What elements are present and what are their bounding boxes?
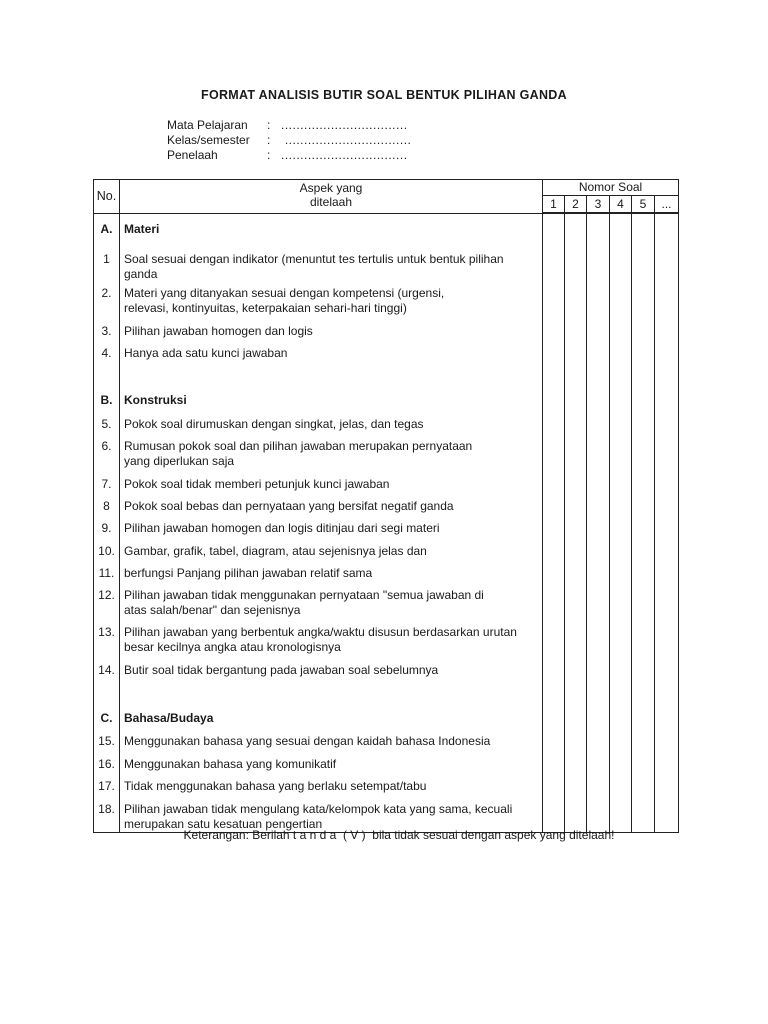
- meta-row-reviewer: [167, 148, 411, 163]
- section-name-cell: [120, 707, 543, 730]
- check-cell[interactable]: [565, 282, 587, 320]
- header-question-number: Nomor Soal: [543, 180, 679, 196]
- criteria-row: [94, 562, 679, 584]
- check-cell[interactable]: [632, 683, 655, 707]
- check-cell[interactable]: [543, 562, 565, 584]
- meta-colon: :: [267, 118, 271, 132]
- check-cell[interactable]: [587, 683, 610, 707]
- criteria-text-cell: [120, 540, 543, 562]
- check-cell[interactable]: [655, 495, 679, 517]
- criteria-row: [94, 775, 679, 798]
- criteria-row: [94, 730, 679, 753]
- criteria-number: 6.: [101, 439, 112, 453]
- criteria-row: [94, 540, 679, 562]
- check-cell[interactable]: [543, 320, 565, 342]
- criteria-text: Pilihan jawaban homogen dan logis ditinjau dari segi materi: [124, 521, 440, 535]
- criteria-text-continued: atas salah/benar" dan sejenisnya: [124, 603, 301, 617]
- check-cell[interactable]: [565, 753, 587, 775]
- analysis-table: [93, 179, 679, 833]
- criteria-number-cell: [94, 584, 120, 621]
- check-cell[interactable]: [632, 282, 655, 320]
- check-cell[interactable]: [587, 540, 610, 562]
- check-cell[interactable]: [610, 342, 632, 366]
- criteria-number: 14.: [98, 663, 115, 677]
- criteria-number: 16.: [98, 757, 115, 771]
- check-cell[interactable]: [565, 213, 587, 248]
- criteria-number-cell: [94, 775, 120, 798]
- criteria-text: Hanya ada satu kunci jawaban: [124, 346, 288, 360]
- check-cell[interactable]: [655, 775, 679, 798]
- check-cell[interactable]: [565, 473, 587, 495]
- criteria-text-cell: [120, 495, 543, 517]
- criteria-text: Menggunakan bahasa yang sesuai dengan kaidah bahasa Indonesia: [124, 734, 491, 748]
- check-cell[interactable]: [565, 320, 587, 342]
- section-letter: B.: [100, 393, 113, 407]
- check-cell[interactable]: [610, 517, 632, 540]
- criteria-number-cell: [94, 753, 120, 775]
- check-cell[interactable]: [632, 435, 655, 473]
- criteria-text-cell: [120, 413, 543, 435]
- criteria-number: 2.: [101, 286, 112, 300]
- check-cell[interactable]: [632, 366, 655, 386]
- check-cell[interactable]: [610, 730, 632, 753]
- criteria-number-cell: [94, 730, 120, 753]
- check-cell[interactable]: [543, 366, 565, 386]
- criteria-row: [94, 248, 679, 282]
- check-cell[interactable]: [655, 213, 679, 248]
- criteria-number: 4.: [101, 346, 112, 360]
- check-cell[interactable]: [632, 473, 655, 495]
- criteria-text-cell: [120, 435, 543, 473]
- criteria-number-cell: [94, 342, 120, 366]
- meta-label: Mata Pelajaran: [167, 118, 248, 132]
- check-cell[interactable]: [587, 517, 610, 540]
- check-cell[interactable]: [655, 621, 679, 659]
- check-cell[interactable]: [565, 584, 587, 621]
- check-cell[interactable]: [655, 435, 679, 473]
- check-cell[interactable]: [655, 730, 679, 753]
- meta-value-field: .................................: [281, 133, 412, 147]
- criteria-text: Pokok soal dirumuskan dengan singkat, jelas, dan tegas: [124, 417, 424, 431]
- criteria-number: 3.: [101, 324, 112, 338]
- check-cell[interactable]: [565, 342, 587, 366]
- criteria-text: Pilihan jawaban tidak menggunakan pernyataan "semua jawaban di: [124, 588, 484, 602]
- criteria-row: [94, 342, 679, 366]
- check-cell[interactable]: [565, 540, 587, 562]
- check-cell[interactable]: [587, 584, 610, 621]
- check-cell[interactable]: [610, 213, 632, 248]
- check-cell[interactable]: [610, 495, 632, 517]
- section-name: Materi: [124, 221, 160, 236]
- check-cell[interactable]: [587, 730, 610, 753]
- check-cell[interactable]: [610, 435, 632, 473]
- check-cell[interactable]: [655, 342, 679, 366]
- check-cell[interactable]: [565, 517, 587, 540]
- criteria-row: [94, 517, 679, 540]
- meta-colon: :: [267, 133, 271, 147]
- section-row: [94, 707, 679, 730]
- meta-row-subject: [167, 118, 411, 133]
- check-cell[interactable]: [610, 540, 632, 562]
- criteria-number: 13.: [98, 625, 115, 639]
- section-name-cell: [120, 213, 543, 248]
- check-cell[interactable]: [543, 342, 565, 366]
- check-cell[interactable]: [632, 584, 655, 621]
- criteria-number: 18.: [98, 802, 115, 816]
- check-cell[interactable]: [543, 753, 565, 775]
- meta-value-field: .................................: [281, 148, 408, 162]
- check-cell[interactable]: [565, 495, 587, 517]
- criteria-text: Rumusan pokok soal dan pilihan jawaban merupakan pernyataan: [124, 439, 473, 453]
- table-body: [94, 213, 679, 833]
- check-cell[interactable]: [610, 621, 632, 659]
- criteria-number: 1: [103, 252, 110, 266]
- criteria-number-cell: [94, 540, 120, 562]
- check-cell[interactable]: [587, 775, 610, 798]
- criteria-number: 12.: [98, 588, 115, 602]
- check-cell[interactable]: [632, 707, 655, 730]
- check-cell[interactable]: [543, 517, 565, 540]
- check-cell[interactable]: [632, 342, 655, 366]
- criteria-text: Tidak menggunakan bahasa yang berlaku setempat/tabu: [124, 779, 427, 793]
- check-cell[interactable]: [565, 659, 587, 683]
- check-cell[interactable]: [610, 683, 632, 707]
- check-cell[interactable]: [610, 366, 632, 386]
- criteria-number: 10.: [98, 544, 115, 558]
- meta-label: Penelaah: [167, 148, 218, 162]
- section-name: Bahasa/Budaya: [124, 711, 214, 725]
- check-cell[interactable]: [655, 707, 679, 730]
- check-cell[interactable]: [655, 473, 679, 495]
- meta-colon: :: [267, 148, 271, 162]
- check-cell[interactable]: [632, 621, 655, 659]
- check-cell[interactable]: [655, 366, 679, 386]
- check-cell[interactable]: [543, 659, 565, 683]
- check-cell[interactable]: [655, 248, 679, 282]
- header-aspect-line2: ditelaah: [309, 195, 353, 209]
- section-letter-cell: [94, 707, 120, 730]
- criteria-text: Materi yang ditanyakan sesuai dengan kompetensi (urgensi,: [124, 286, 445, 300]
- criteria-text: Butir soal tidak bergantung pada jawaban soal sebelumnya: [124, 663, 439, 677]
- criteria-row: [94, 659, 679, 683]
- criteria-number-cell: [94, 562, 120, 584]
- check-cell[interactable]: [565, 730, 587, 753]
- section-letter-cell: [94, 386, 120, 413]
- check-cell[interactable]: [655, 517, 679, 540]
- check-cell[interactable]: [655, 659, 679, 683]
- check-cell[interactable]: [655, 540, 679, 562]
- check-cell[interactable]: [543, 495, 565, 517]
- check-cell[interactable]: [632, 213, 655, 248]
- check-cell[interactable]: [632, 386, 655, 413]
- criteria-number: 17.: [98, 779, 115, 793]
- criteria-text-cell: [120, 342, 543, 366]
- check-cell[interactable]: [632, 495, 655, 517]
- criteria-text: Pokok soal tidak memberi petunjuk kunci jawaban: [124, 477, 390, 491]
- criteria-text-continued: merupakan satu kesatuan pengertian: [124, 817, 323, 831]
- header-col-3: 3: [587, 196, 610, 214]
- header-col-2: 2: [565, 196, 587, 214]
- header-col-more: ...: [655, 196, 679, 214]
- criteria-text: Pokok soal bebas dan pernyataan yang bersifat negatif ganda: [124, 499, 454, 513]
- check-cell[interactable]: [587, 342, 610, 366]
- check-cell[interactable]: [632, 413, 655, 435]
- check-cell[interactable]: [655, 753, 679, 775]
- criteria-text: Pilihan jawaban tidak mengulang kata/kelompok kata yang sama, kecuali: [124, 802, 513, 816]
- header-col-5: 5: [632, 196, 655, 214]
- check-cell[interactable]: [655, 413, 679, 435]
- check-cell[interactable]: [587, 435, 610, 473]
- check-cell[interactable]: [610, 473, 632, 495]
- check-cell[interactable]: [610, 775, 632, 798]
- check-cell[interactable]: [632, 320, 655, 342]
- criteria-text-continued: besar kecilnya angka atau kronologisnya: [124, 640, 341, 654]
- check-cell[interactable]: [632, 517, 655, 540]
- spacer-cell: [94, 366, 120, 386]
- criteria-text-cell: [120, 248, 543, 282]
- section-letter: A.: [100, 221, 113, 236]
- check-cell[interactable]: [610, 753, 632, 775]
- check-cell[interactable]: [565, 435, 587, 473]
- check-cell[interactable]: [632, 659, 655, 683]
- check-cell[interactable]: [543, 683, 565, 707]
- check-cell[interactable]: [610, 282, 632, 320]
- check-cell[interactable]: [543, 282, 565, 320]
- check-cell[interactable]: [587, 659, 610, 683]
- criteria-text-cell: [120, 730, 543, 753]
- criteria-text-cell: [120, 775, 543, 798]
- criteria-text-cell: [120, 473, 543, 495]
- criteria-row: [94, 282, 679, 320]
- check-cell[interactable]: [543, 540, 565, 562]
- meta-row-class: [167, 133, 411, 148]
- check-cell[interactable]: [587, 473, 610, 495]
- check-cell[interactable]: [565, 707, 587, 730]
- criteria-number: 15.: [98, 734, 115, 748]
- check-cell[interactable]: [632, 730, 655, 753]
- check-cell[interactable]: [543, 473, 565, 495]
- criteria-number-cell: [94, 282, 120, 320]
- criteria-text-cell: [120, 659, 543, 683]
- check-cell[interactable]: [655, 282, 679, 320]
- check-cell[interactable]: [587, 495, 610, 517]
- spacer-row: [94, 366, 679, 386]
- check-cell[interactable]: [565, 621, 587, 659]
- criteria-number-cell: [94, 435, 120, 473]
- check-cell[interactable]: [565, 413, 587, 435]
- section-letter: C.: [100, 711, 113, 725]
- criteria-text-continued: relevasi, kontinyuitas, keterpakaian sehari-hari tinggi): [124, 301, 407, 315]
- criteria-text: Soal sesuai dengan indikator (menuntut tes tertulis untuk bentuk pilihan ganda: [124, 252, 504, 281]
- criteria-row: [94, 495, 679, 517]
- instruction-note: Keterangan: Berilah t a n d a ( V ) bila tidak sesuai dengan aspek yang ditelaah!: [183, 828, 615, 842]
- section-row: [94, 213, 679, 248]
- check-cell[interactable]: [587, 753, 610, 775]
- header-aspect-line1: Aspek yang: [299, 181, 363, 195]
- check-cell[interactable]: [565, 562, 587, 584]
- check-cell[interactable]: [565, 366, 587, 386]
- check-cell[interactable]: [610, 413, 632, 435]
- criteria-row: [94, 753, 679, 775]
- check-cell[interactable]: [610, 320, 632, 342]
- check-cell[interactable]: [655, 683, 679, 707]
- criteria-number: 7.: [101, 477, 112, 491]
- check-cell[interactable]: [543, 248, 565, 282]
- check-cell[interactable]: [543, 621, 565, 659]
- criteria-number-cell: [94, 517, 120, 540]
- check-cell[interactable]: [587, 707, 610, 730]
- criteria-text-cell: [120, 562, 543, 584]
- criteria-number: 5.: [101, 417, 112, 431]
- section-row: [94, 386, 679, 413]
- spacer-row: [94, 683, 679, 707]
- check-cell[interactable]: [543, 435, 565, 473]
- criteria-number: 9.: [101, 521, 112, 535]
- criteria-row: [94, 621, 679, 659]
- criteria-text: Pilihan jawaban homogen dan logis: [124, 324, 313, 338]
- check-cell[interactable]: [610, 562, 632, 584]
- criteria-text: berfungsi Panjang pilihan jawaban relatif sama: [124, 566, 373, 580]
- check-cell[interactable]: [543, 584, 565, 621]
- section-letter-cell: [94, 213, 120, 248]
- check-cell[interactable]: [587, 386, 610, 413]
- header-aspect: [120, 180, 543, 214]
- criteria-row: [94, 473, 679, 495]
- check-cell[interactable]: [610, 386, 632, 413]
- check-cell[interactable]: [543, 413, 565, 435]
- check-cell[interactable]: [587, 320, 610, 342]
- check-cell[interactable]: [543, 386, 565, 413]
- check-cell[interactable]: [610, 707, 632, 730]
- criteria-row: [94, 584, 679, 621]
- criteria-text-cell: [120, 320, 543, 342]
- criteria-text-cell: [120, 621, 543, 659]
- form-meta: [167, 118, 411, 163]
- check-cell[interactable]: [543, 707, 565, 730]
- check-cell[interactable]: [587, 282, 610, 320]
- criteria-text-cell: [120, 753, 543, 775]
- criteria-number-cell: [94, 495, 120, 517]
- check-cell[interactable]: [632, 775, 655, 798]
- header-col-4: 4: [610, 196, 632, 214]
- criteria-text: Pilihan jawaban yang berbentuk angka/waktu disusun berdasarkan urutan: [124, 625, 517, 639]
- check-cell[interactable]: [610, 659, 632, 683]
- check-cell[interactable]: [655, 562, 679, 584]
- spacer-cell: [94, 683, 120, 707]
- check-cell[interactable]: [587, 248, 610, 282]
- criteria-text-cell: [120, 517, 543, 540]
- criteria-number: 8: [103, 499, 110, 513]
- meta-label: Kelas/semester: [167, 133, 250, 147]
- section-name: Konstruksi: [124, 393, 187, 407]
- check-cell[interactable]: [610, 248, 632, 282]
- section-name-cell: [120, 386, 543, 413]
- check-cell[interactable]: [565, 775, 587, 798]
- criteria-text-cell: [120, 282, 543, 320]
- check-cell[interactable]: [587, 562, 610, 584]
- check-cell[interactable]: [543, 730, 565, 753]
- check-cell[interactable]: [632, 540, 655, 562]
- check-cell[interactable]: [565, 683, 587, 707]
- check-cell[interactable]: [587, 621, 610, 659]
- check-cell[interactable]: [632, 562, 655, 584]
- criteria-number-cell: [94, 248, 120, 282]
- check-cell[interactable]: [655, 386, 679, 413]
- spacer-cell: [120, 683, 543, 707]
- criteria-number: 11.: [98, 566, 115, 580]
- check-cell[interactable]: [565, 248, 587, 282]
- criteria-number-cell: [94, 621, 120, 659]
- check-cell[interactable]: [655, 584, 679, 621]
- criteria-number-cell: [94, 320, 120, 342]
- check-cell[interactable]: [632, 753, 655, 775]
- check-cell[interactable]: [587, 413, 610, 435]
- meta-value-field: .................................: [281, 118, 408, 132]
- criteria-row: [94, 413, 679, 435]
- criteria-text: Gambar, grafik, tabel, diagram, atau sejenisnya jelas dan: [124, 544, 427, 558]
- spacer-cell: [120, 366, 543, 386]
- document-title: FORMAT ANALISIS BUTIR SOAL BENTUK PILIHAN GANDA: [201, 88, 567, 102]
- check-cell[interactable]: [565, 386, 587, 413]
- criteria-row: [94, 320, 679, 342]
- header-no: No.: [94, 180, 120, 214]
- criteria-number-cell: [94, 659, 120, 683]
- check-cell[interactable]: [610, 584, 632, 621]
- check-cell[interactable]: [543, 775, 565, 798]
- criteria-text-continued: yang diperlukan saja: [124, 454, 235, 468]
- criteria-text-cell: [120, 584, 543, 621]
- check-cell[interactable]: [543, 213, 565, 248]
- criteria-number-cell: [94, 413, 120, 435]
- header-col-1: 1: [543, 196, 565, 214]
- check-cell[interactable]: [655, 320, 679, 342]
- check-cell[interactable]: [632, 248, 655, 282]
- check-cell[interactable]: [587, 213, 610, 248]
- criteria-text: Menggunakan bahasa yang komunikatif: [124, 757, 337, 771]
- check-cell[interactable]: [587, 366, 610, 386]
- criteria-row: [94, 435, 679, 473]
- criteria-number-cell: [94, 473, 120, 495]
